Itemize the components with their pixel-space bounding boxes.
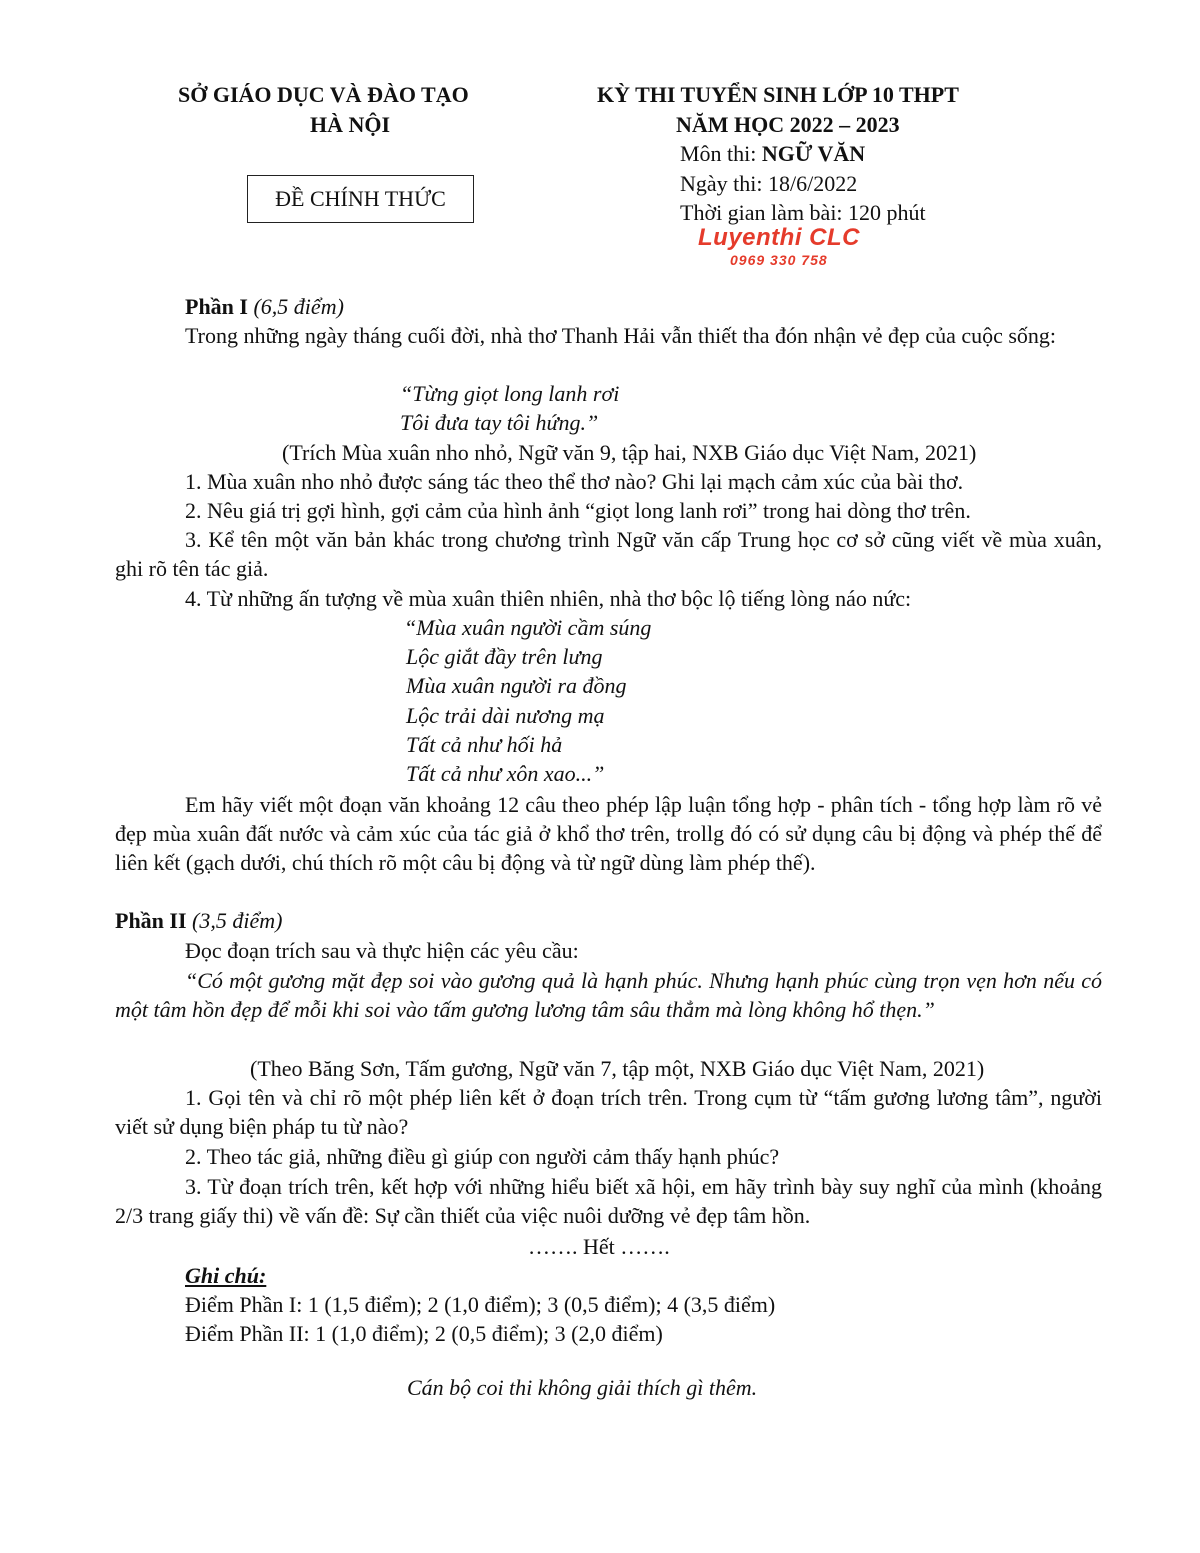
- official-exam-label: ĐỀ CHÍNH THỨC: [275, 186, 446, 211]
- part2-question-1: 1. Gọi tên và chỉ rõ một phép liên kết ở đoạn trích trên. Trong cụm từ “tấm gương lương tâm”, người viết sử dụng biện pháp tu từ nào?: [115, 1085, 1102, 1139]
- quote1-line1: “Từng giọt long lanh rơi: [400, 381, 620, 406]
- poem-line: Lộc trải dài nương mạ: [406, 703, 605, 728]
- part1-points: (6,5 điểm): [253, 294, 344, 319]
- part1-task: Em hãy viết một đoạn văn khoảng 12 câu theo phép lập luận tổng hợp - phân tích - tổng hợp làm rõ vẻ đẹp mùa xuân đất nước và cảm xúc của tác giả ở khổ thơ trên, trollg đó có sử dụng câu bị động và phép thế để liên kết (gạch dưới, chú thích rõ một câu bị động và từ ngữ dùng làm phép thế).: [115, 792, 1102, 875]
- part1-question-4: 4. Từ những ấn tượng về mùa xuân thiên nhiên, nhà thơ bộc lộ tiếng lòng náo nức:: [185, 586, 912, 611]
- notes-line-1: Điểm Phần I: 1 (1,5 điểm); 2 (1,0 điểm); 3 (0,5 điểm); 4 (3,5 điểm): [185, 1292, 776, 1317]
- watermark-phone: 0969 330 758: [730, 252, 828, 268]
- watermark-name: Luyenthi CLC: [698, 224, 860, 251]
- part2-heading: [115, 906, 282, 935]
- part2-title: Phần II: [115, 908, 187, 933]
- quote1-line2: Tôi đưa tay tôi hứng.”: [400, 410, 599, 435]
- part1-question-1: 1. Mùa xuân nho nhỏ được sáng tác theo thể thơ nào? Ghi lại mạch cảm xúc của bài thơ.: [185, 469, 964, 494]
- notes-title-text: Ghi chú:: [185, 1263, 267, 1288]
- part2-source: (Theo Băng Sơn, Tấm gương, Ngữ văn 7, tập một, NXB Giáo dục Việt Nam, 2021): [250, 1056, 985, 1081]
- school-year: NĂM HỌC 2022 – 2023: [676, 112, 900, 137]
- part1-heading: [185, 292, 344, 321]
- official-exam-box: [247, 175, 474, 223]
- part2-quote: “Có một gương mặt đẹp soi vào gương quả là hạnh phúc. Nhưng hạnh phúc cùng trọn vẹn hơn nếu có một tâm hồn đẹp để mỗi khi soi vào tấm gương lương tâm sâu thẳm mà lòng không hổ thẹn.”: [115, 968, 1102, 1022]
- quote1-source: (Trích Mùa xuân nho nhỏ, Ngữ văn 9, tập hai, NXB Giáo dục Việt Nam, 2021): [282, 440, 977, 465]
- department-name: SỞ GIÁO DỤC VÀ ĐÀO TẠO: [178, 82, 469, 107]
- exam-duration: Thời gian làm bài: 120 phút: [680, 200, 926, 225]
- part2-question-2: 2. Theo tác giả, những điều gì giúp con người cảm thấy hạnh phúc?: [185, 1144, 780, 1169]
- poem-line: “Mùa xuân người cầm súng: [404, 615, 652, 640]
- part1-question-3: 3. Kể tên một văn bản khác trong chương trình Ngữ văn cấp Trung học cơ sở cũng viết về mùa xuân, ghi rõ tên tác giả.: [115, 527, 1102, 581]
- department-city: HÀ NỘI: [310, 112, 391, 137]
- exam-title: KỲ THI TUYỂN SINH LỚP 10 THPT: [597, 82, 959, 107]
- footer-note: Cán bộ coi thi không giải thích gì thêm.: [407, 1375, 758, 1400]
- exam-date: Ngày thi: 18/6/2022: [680, 171, 858, 196]
- poem-line: Tất cả như hối hả: [406, 732, 563, 757]
- part2-intro: Đọc đoạn trích sau và thực hiện các yêu cầu:: [185, 938, 579, 963]
- poem-line: Tất cả như xôn xao...”: [406, 761, 605, 786]
- end-mark: ……. Hết …….: [528, 1234, 670, 1259]
- exam-subject: [680, 139, 865, 168]
- notes-title: [185, 1261, 266, 1290]
- subject-label: Môn thi:: [680, 141, 762, 166]
- part2-points: (3,5 điểm): [192, 908, 283, 933]
- part1-title: Phần I: [185, 294, 248, 319]
- poem-line: Mùa xuân người ra đồng: [406, 673, 627, 698]
- part1-intro: Trong những ngày tháng cuối đời, nhà thơ Thanh Hải vẫn thiết tha đón nhận vẻ đẹp của cuộc sống:: [185, 323, 1057, 348]
- notes-line-2: Điểm Phần II: 1 (1,0 điểm); 2 (0,5 điểm); 3 (2,0 điểm): [185, 1321, 663, 1346]
- poem-line: Lộc giắt đầy trên lưng: [406, 644, 603, 669]
- part1-question-2: 2. Nêu giá trị gợi hình, gợi cảm của hình ảnh “giọt long lanh rơi” trong hai dòng thơ trên.: [185, 498, 971, 523]
- part2-question-3: 3. Từ đoạn trích trên, kết hợp với những hiểu biết xã hội, em hãy trình bày suy nghĩ của mình (khoảng 2/3 trang giấy thi) về vấn đề: Sự cần thiết của việc nuôi dưỡng vẻ đẹp tâm hồn.: [115, 1174, 1102, 1228]
- subject-value: NGỮ VĂN: [761, 141, 866, 166]
